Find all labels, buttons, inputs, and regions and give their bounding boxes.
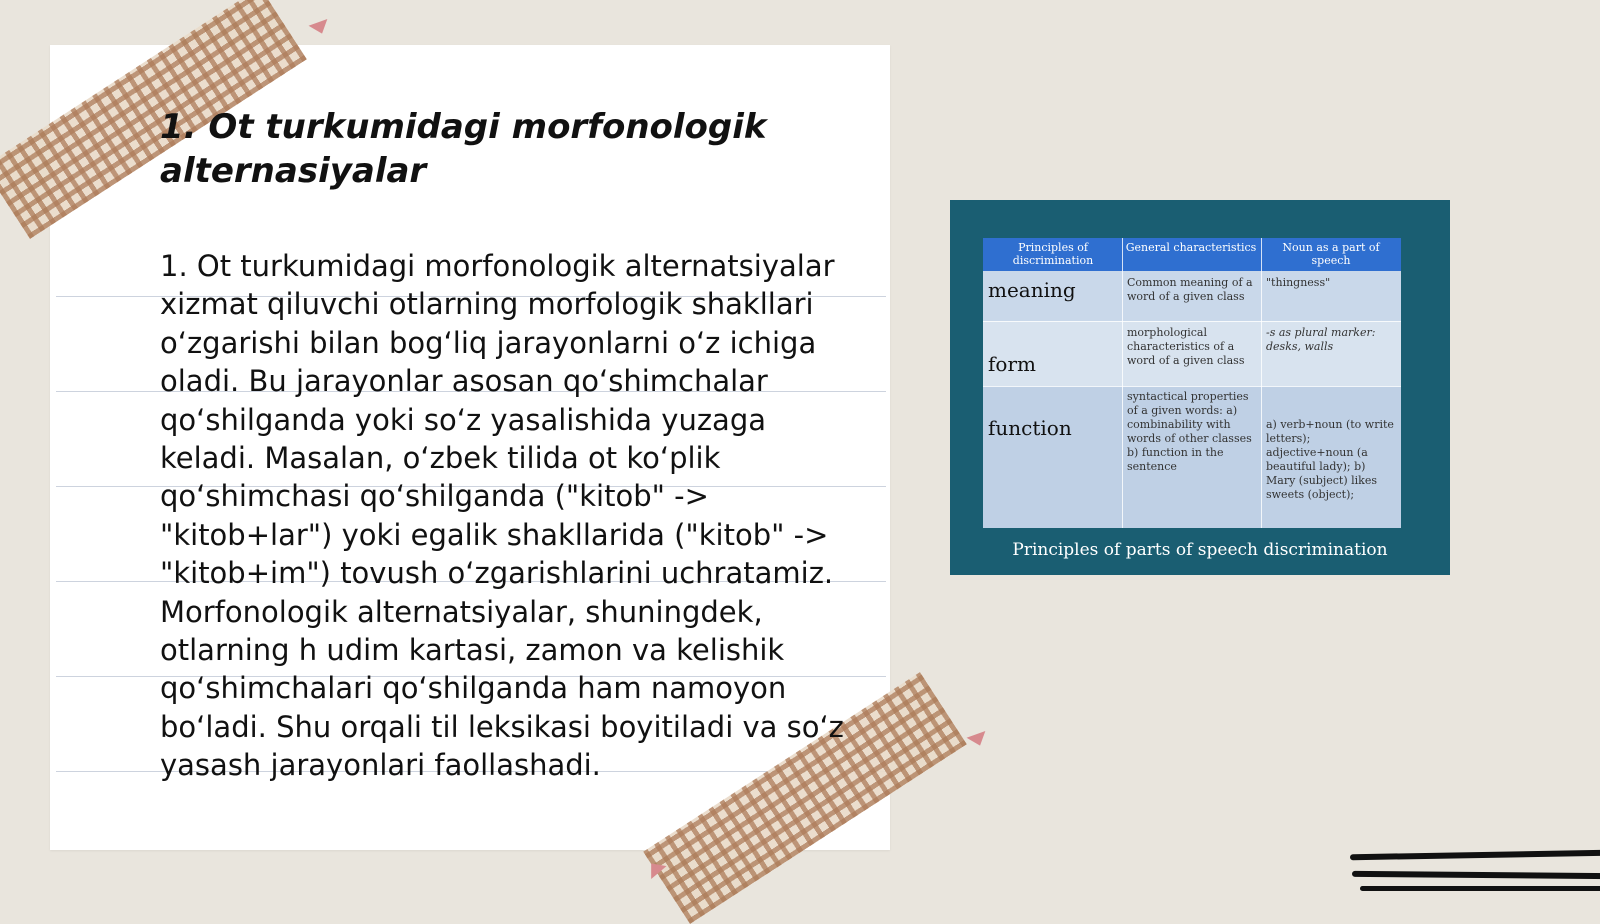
brush-stroke-decoration xyxy=(1350,850,1600,861)
figure-caption: Principles of parts of speech discrimination xyxy=(1012,540,1388,560)
table-header-cell: General characteristics xyxy=(1125,241,1257,254)
table-header-cell: Noun as a part of speech xyxy=(1282,241,1380,267)
table-row-label: function xyxy=(988,416,1072,440)
tape-tip-decoration xyxy=(309,19,332,37)
table-cell: -s as plural marker: desks, walls xyxy=(1266,326,1376,353)
table-cell: morphological characteristics of a word of a given class xyxy=(1127,326,1245,367)
table-row-label: form xyxy=(988,352,1036,376)
principles-table xyxy=(983,238,1401,528)
table-row-divider xyxy=(983,386,1401,387)
table-row-divider xyxy=(983,321,1401,322)
slide-body-text: 1. Ot turkumidagi morfonologik alternatsiyalar xizmat qiluvchi otlarning morfologik shakllari o‘zgarishi bilan bog‘liq jarayonlarni o‘z ichiga oladi. Bu jarayonlar asosan qo‘shimchalar qo‘shilganda yoki so‘z yasalishida yuzaga keladi. Masalan, o‘zbek tilida ot ko‘plik qo‘shimchasi qo‘shilganda ("kitob" -> "kitob+lar") yoki egalik shakllarida ("kitob" -> "kitob+im") tovush o‘zgarishlarini uchratamiz. Morfonologik alternatsiyalar, shuningdek, otlarning h udim kartasi, zamon va kelishik qo‘shimchalari qo‘shilganda ham namoyon bo‘ladi. Shu orqali til leksikasi boyitiladi va so‘z yasash jarayonlari faollashadi. xyxy=(160,249,844,783)
table-header-cell: Principles of discrimination xyxy=(1012,241,1094,267)
brush-stroke-decoration xyxy=(1360,886,1600,891)
table-cell: a) verb+noun (to write letters); adjective+noun (a beautiful lady); b) Mary (subject) likes sweets (object); xyxy=(1266,418,1394,501)
tape-tip-decoration xyxy=(967,731,990,749)
table-row-label: meaning xyxy=(988,278,1076,302)
table-cell: "thingness" xyxy=(1266,276,1331,289)
table-cell: Common meaning of a word of a given class xyxy=(1127,276,1253,303)
slide-title: 1. Ot turkumidagi morfonologik alternasiyalar xyxy=(160,107,767,191)
table-column-divider xyxy=(1261,238,1262,528)
brush-stroke-decoration xyxy=(1352,871,1600,879)
table-cell: syntactical properties of a given words: a) combinability with words of other classes b) function in the sentence xyxy=(1127,390,1252,473)
table-column-divider xyxy=(1122,238,1123,528)
parts-of-speech-figure xyxy=(950,200,1450,575)
